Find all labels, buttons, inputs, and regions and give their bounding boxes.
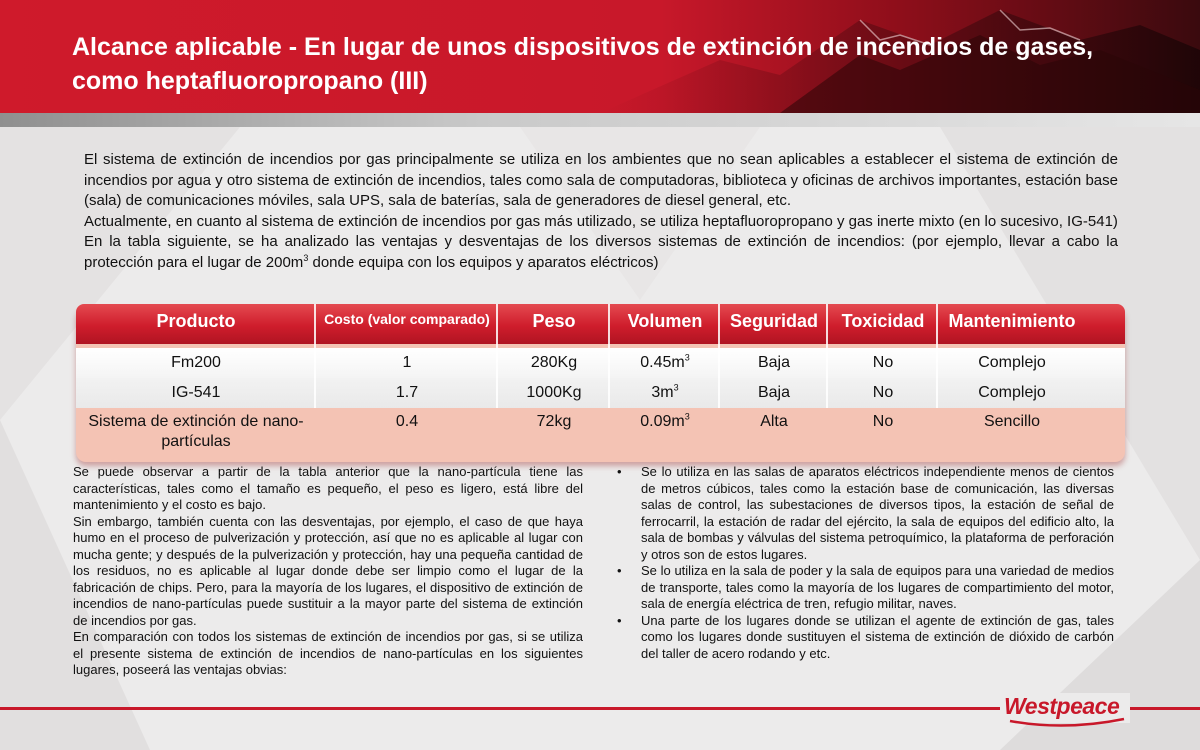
list-item: • Una parte de los lugares donde se utilizan el agente de extinción de gas, tales como los lugares donde sustituyen el sistema de extinción de dióxido de carbón del taller de acero rodando y etc. (617, 612, 1114, 661)
analysis-paragraph-2: Sin embargo, también cuenta con las desventajas, por ejemplo, el caso de que haya humo en el proceso de pulverización y protección, así que no es aplicable al lugar con mucha gente; y después de la pulverización y protección, hay una pequeña cantidad de los residuos, no es aplicable al lugar donde debe ser limpio como el lugar de la fabricación de chips. Pero, para la mayoría de los lugares, el dispositivo de extinción de incendios de nano-partículas puede sustituir a la mayor parte del sistema de extinción de incendios por gas. (73, 513, 583, 628)
cell-producto: IG-541 (171, 384, 221, 401)
cell-toxicidad: No (872, 354, 894, 371)
cell-toxicidad: No (872, 384, 894, 401)
analysis-text (73, 464, 583, 679)
cell-mantenimiento: Complejo (978, 354, 1046, 371)
cell-peso: 72kg (536, 413, 572, 430)
cell-mantenimiento: Complejo (978, 384, 1046, 401)
cell-seguridad: Alta (760, 413, 788, 430)
table-row-highlighted (76, 408, 1125, 458)
header-mantenimiento: Mantenimiento (948, 311, 1076, 331)
cell-volumen: $0.45m^3$ (640, 352, 690, 371)
analysis-paragraph-3: En comparación con todos los sistemas de extinción de incendios por gas, si se utiliza el presente sistema de extinción de incendios de nano-partículas en los siguientes lugares, poseerá las ventajas obvias: (73, 629, 583, 677)
intro-paragraph-1: El sistema de extinción de incendios por gas principalmente se utiliza en los ambientes que no sean aplicables a establecer el sistema de extinción de incendios por agua y otro sistema de extinción de incendios, tales como sala de computadoras, biblioteca y oficinas de archivos importantes, estación base (sala) de comunicaciones móviles, sala UPS, sala de baterías, sala de generadores de diesel general, etc. (84, 151, 1118, 209)
bullet-icon: • (617, 464, 622, 479)
header-peso: Peso (532, 311, 576, 331)
cell-producto: Sistema de extinción de nano-partículas (88, 413, 304, 450)
westpeace-logo (1000, 693, 1130, 723)
applications-list (617, 464, 1114, 662)
cell-costo: 1.7 (395, 384, 419, 401)
table-row (76, 378, 1125, 408)
table-row (76, 348, 1125, 378)
header-toxicidad: Toxicidad (841, 311, 925, 331)
cell-producto: Fm200 (171, 354, 221, 371)
page-title: Alcance aplicable - En lugar de unos dispositivos de extinción de incendios de gases, como heptafluoropropano (III) (72, 33, 1094, 95)
table-header-row (76, 306, 1125, 342)
bullet-icon: • (617, 612, 622, 628)
logo-swoosh-icon (1000, 717, 1130, 731)
comparison-table (76, 300, 1125, 468)
cell-volumen: $3m^3$ (651, 382, 679, 401)
list-item: • Se lo utiliza en las salas de aparatos eléctricos independiente menos de cientos de metros cúbicos, tales como la estación base de comunicación, las diversas salas de control, las subestaciones de diversos tipos, la estación de señal de ferrocarril, la estación de radar del ejército, la sala de equipos del edificio alto, la sala de bombas y válvulas del sistema petroquímico, la plataforma de perforación y otros son de estos lugares. (617, 464, 1114, 562)
cell-volumen: $0.09m^3$ (640, 411, 690, 430)
cell-peso: 1000Kg (526, 384, 582, 401)
banner-underline (0, 113, 1200, 127)
intro-paragraph-3: En la tabla siguiente, se ha analizado las ventajas y desventajas de los diversos sistemas de extinción de incendios: (por ejemplo, llevar a cabo la protección para el lugar de $200m^3$ donde equipa con los equipos y aparatos eléctricos) (84, 233, 1118, 271)
cell-peso: 280Kg (530, 354, 578, 371)
logo-text: Westpeace (1004, 693, 1120, 719)
list-item: • Se lo utiliza en la sala de poder y la sala de equipos para una variedad de medios de transporte, tales como la mayoría de los lugares de compartimiento del motor, sala de energía eléctrica de tren, refugio militar, naves. (617, 563, 1114, 611)
cell-seguridad: Baja (757, 354, 791, 371)
intro-text (84, 150, 1118, 273)
cell-mantenimiento: Sencillo (983, 413, 1041, 430)
cell-toxicidad: No (872, 413, 894, 430)
header-volumen: Volumen (627, 311, 703, 331)
header-producto: Producto (156, 311, 236, 331)
analysis-paragraph-1: Se puede observar a partir de la tabla anterior que la nano-partícula tiene las características, tales como el tamaño es pequeño, el peso es ligero, está libre del mantenimiento y el costo es bajo. (73, 464, 583, 512)
cell-costo: 1 (402, 354, 412, 371)
cell-costo: 0.4 (395, 413, 419, 430)
cell-seguridad: Baja (757, 384, 791, 401)
header-costo: Costo (valor comparado) (324, 311, 490, 327)
header-seguridad: Seguridad (729, 311, 818, 331)
bullet-icon: • (617, 563, 622, 578)
intro-paragraph-2: Actualmente, en cuanto al sistema de extinción de incendios por gas más utilizado, se utiliza heptafluoropropano y gas inerte mixto (en lo sucesivo, IG-541) (84, 212, 1118, 230)
